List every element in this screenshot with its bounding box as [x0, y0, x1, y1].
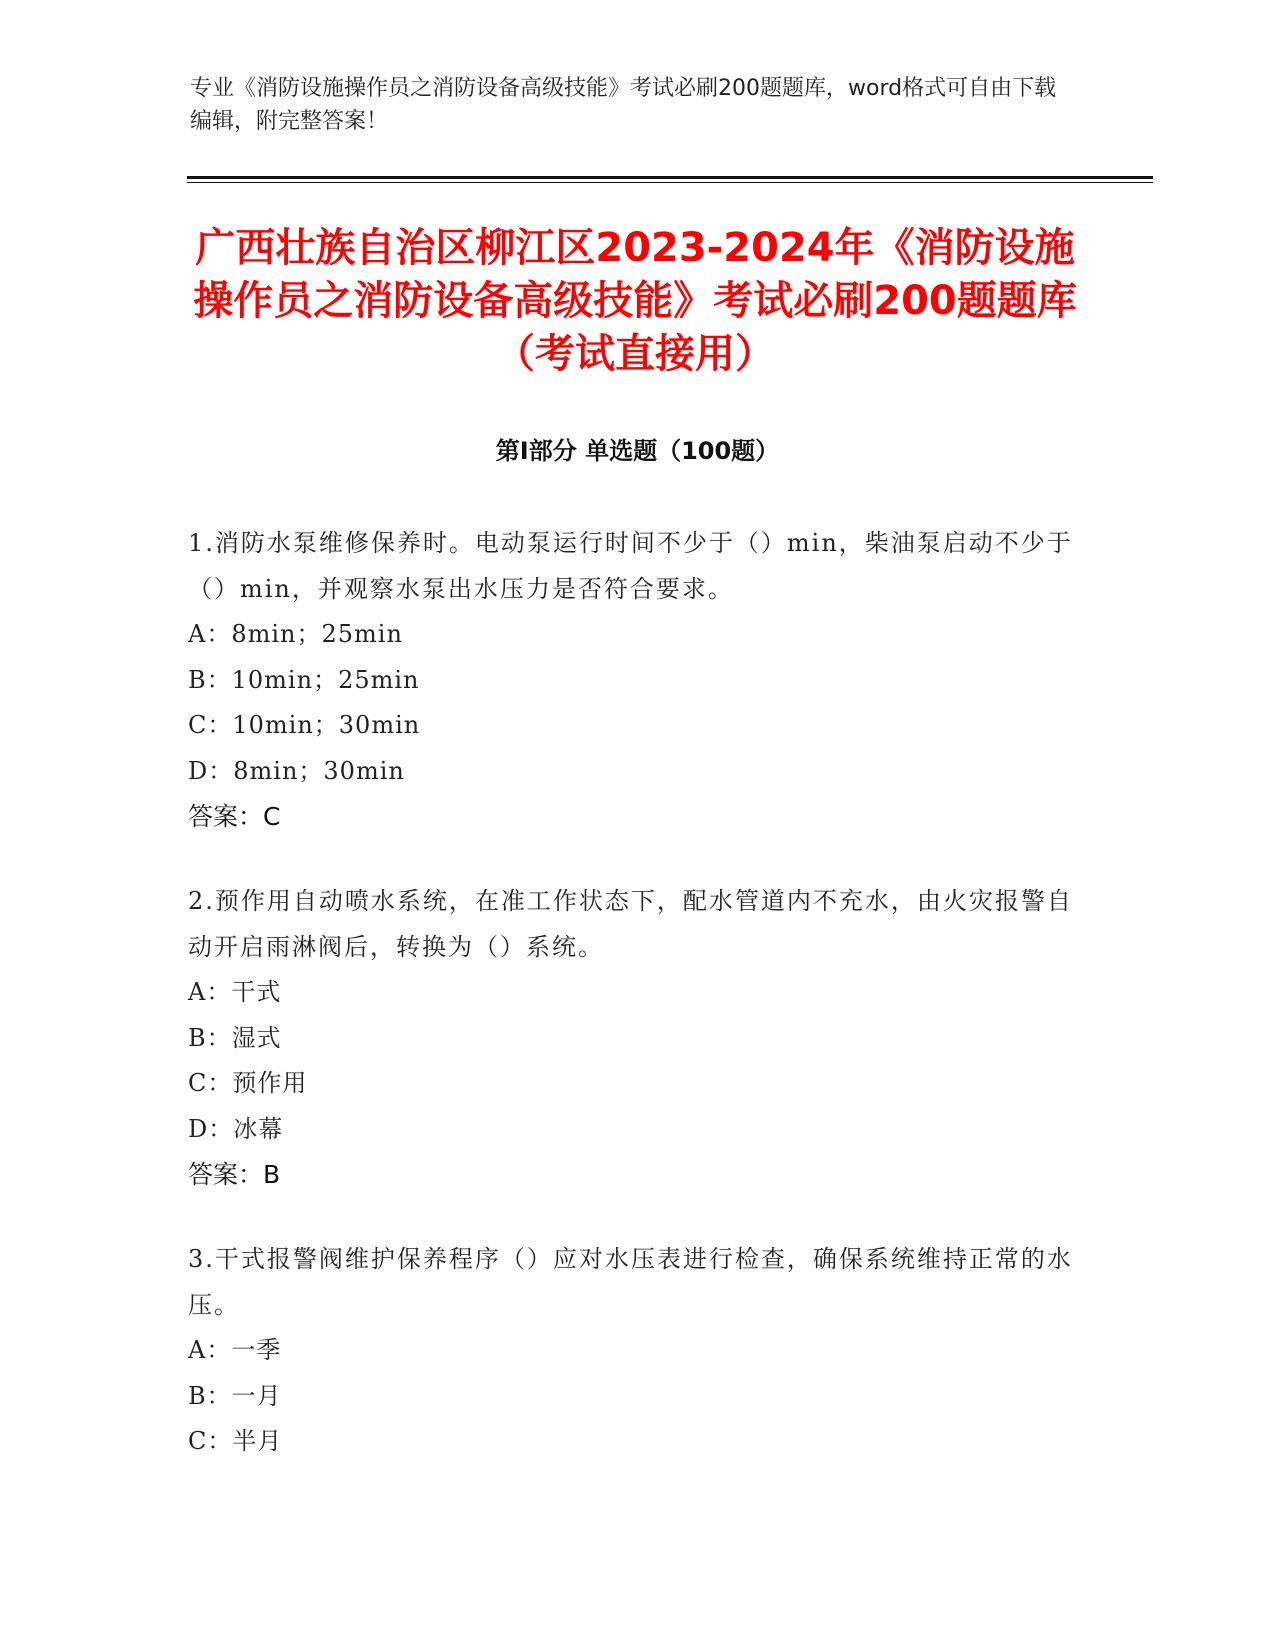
answer: 答案：B — [188, 1160, 281, 1189]
question-1 — [188, 520, 1088, 840]
option-b: B：10min；25min — [188, 665, 420, 694]
question-stem: 1.消防水泵维修保养时。电动泵运行时间不少于（）min，柴油泵启动不少于（）min，并观察水泵出水压力是否符合要求。 — [188, 529, 1073, 603]
option-b: B：一月 — [188, 1381, 282, 1410]
header-divider-thick — [187, 176, 1153, 179]
header-note: 专业《消防设施操作员之消防设备高级技能》考试必刷200题题库，word格式可自由下载编辑，附完整答案！ — [190, 76, 1057, 134]
question-stem: 3.干式报警阀维护保养程序（）应对水压表进行检查，确保系统维持正常的水压。 — [188, 1245, 1073, 1319]
option-a: A：一季 — [188, 1336, 282, 1364]
answer: 答案：C — [188, 802, 281, 831]
document-title: 广西壮族自治区柳江区2023-2024年《消防设施操作员之消防设备高级技能》考试必刷200题题库（考试直接用） — [193, 225, 1077, 377]
option-a: A：8min；25min — [188, 620, 403, 648]
section-title: 第Ⅰ部分 单选题（100题） — [495, 437, 780, 465]
option-d: D：冰幕 — [188, 1114, 284, 1143]
question-2 — [188, 878, 1088, 1198]
option-c: C：10min；30min — [188, 711, 421, 739]
option-d: D：8min；30min — [188, 756, 405, 785]
question-3 — [188, 1236, 1088, 1465]
option-c: C：半月 — [188, 1427, 283, 1455]
option-b: B：湿式 — [188, 1023, 282, 1052]
question-list — [188, 520, 1088, 1503]
option-a: A：干式 — [188, 978, 282, 1006]
question-stem: 2.预作用自动喷水系统，在准工作状态下，配水管道内不充水，由火灾报警自动开启雨淋阀后，转换为（）系统。 — [188, 887, 1073, 961]
option-c: C：预作用 — [188, 1069, 308, 1097]
header-divider-thin — [187, 182, 1153, 183]
